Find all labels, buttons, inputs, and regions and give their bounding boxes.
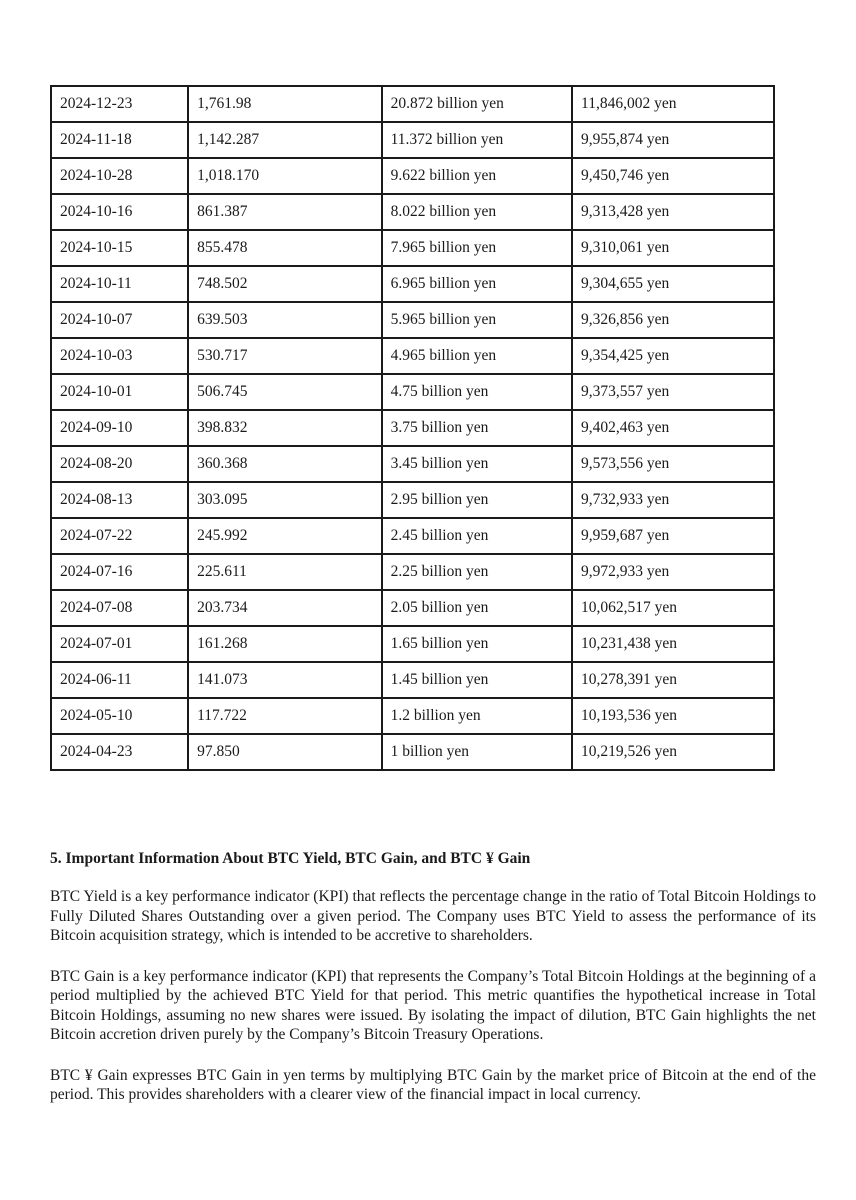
date-cell: 2024-07-16 [51,554,188,590]
btc-holdings-cell: 530.717 [188,338,382,374]
purchase-amount-cell: 6.965 billion yen [382,266,572,302]
purchase-amount-cell: 2.05 billion yen [382,590,572,626]
date-cell: 2024-10-01 [51,374,188,410]
avg-price-cell: 10,231,438 yen [572,626,774,662]
avg-price-cell: 9,310,061 yen [572,230,774,266]
purchase-amount-cell: 1 billion yen [382,734,572,770]
purchase-amount-cell: 3.75 billion yen [382,410,572,446]
date-cell: 2024-07-08 [51,590,188,626]
date-cell: 2024-05-10 [51,698,188,734]
table-row [51,302,774,338]
btc-holdings-cell: 748.502 [188,266,382,302]
date-cell: 2024-10-16 [51,194,188,230]
avg-price-cell: 9,373,557 yen [572,374,774,410]
avg-price-cell: 10,278,391 yen [572,662,774,698]
table-row [51,626,774,662]
date-cell: 2024-06-11 [51,662,188,698]
purchase-amount-cell: 9.622 billion yen [382,158,572,194]
btc-yield-paragraph: BTC Yield is a key performance indicator (KPI) that reflects the percentage change in the ratio of Total Bitcoin Holdings to Fully Diluted Shares Outstanding over a given period. The Company uses BTC Yield to assess the performance of its Bitcoin acquisition strategy, which is intended to be accretive to shareholders. [50,888,816,944]
date-cell: 2024-10-11 [51,266,188,302]
table-row [51,338,774,374]
bitcoin-purchase-table [50,85,775,771]
table-row [51,482,774,518]
purchase-amount-cell: 2.45 billion yen [382,518,572,554]
avg-price-cell: 9,732,933 yen [572,482,774,518]
btc-holdings-cell: 1,761.98 [188,86,382,122]
btc-holdings-cell: 855.478 [188,230,382,266]
btc-holdings-cell: 141.073 [188,662,382,698]
table-row [51,662,774,698]
btc-holdings-cell: 117.722 [188,698,382,734]
avg-price-cell: 9,450,746 yen [572,158,774,194]
table-row [51,230,774,266]
purchase-amount-cell: 7.965 billion yen [382,230,572,266]
table-row [51,698,774,734]
date-cell: 2024-08-20 [51,446,188,482]
date-cell: 2024-09-10 [51,410,188,446]
btc-holdings-cell: 506.745 [188,374,382,410]
btc-yield-info-section [50,848,816,1126]
date-cell: 2024-10-15 [51,230,188,266]
avg-price-cell: 9,972,933 yen [572,554,774,590]
purchase-amount-cell: 2.95 billion yen [382,482,572,518]
avg-price-cell: 9,313,428 yen [572,194,774,230]
avg-price-cell: 9,959,687 yen [572,518,774,554]
avg-price-cell: 10,062,517 yen [572,590,774,626]
btc-yen-gain-paragraph: BTC ¥ Gain expresses BTC Gain in yen terms by multiplying BTC Gain by the market price of Bitcoin at the end of the period. This provides shareholders with a clearer view of the financial impact in local currency. [50,1066,816,1103]
table-row [51,122,774,158]
date-cell: 2024-07-22 [51,518,188,554]
avg-price-cell: 10,193,536 yen [572,698,774,734]
date-cell: 2024-08-13 [51,482,188,518]
date-cell: 2024-10-07 [51,302,188,338]
purchase-amount-cell: 20.872 billion yen [382,86,572,122]
purchase-amount-cell: 2.25 billion yen [382,554,572,590]
table-row [51,374,774,410]
section-heading: 5. Important Information About BTC Yield, BTC Gain, and BTC ¥ Gain [50,850,531,867]
btc-holdings-cell: 225.611 [188,554,382,590]
table-row [51,554,774,590]
table-row [51,266,774,302]
avg-price-cell: 9,402,463 yen [572,410,774,446]
date-cell: 2024-10-03 [51,338,188,374]
table-row [51,86,774,122]
purchase-amount-cell: 1.65 billion yen [382,626,572,662]
avg-price-cell: 9,955,874 yen [572,122,774,158]
date-cell: 2024-07-01 [51,626,188,662]
table-row [51,446,774,482]
avg-price-cell: 11,846,002 yen [572,86,774,122]
table-row [51,158,774,194]
btc-holdings-cell: 203.734 [188,590,382,626]
avg-price-cell: 9,304,655 yen [572,266,774,302]
purchase-amount-cell: 1.45 billion yen [382,662,572,698]
purchase-amount-cell: 1.2 billion yen [382,698,572,734]
table-row [51,518,774,554]
avg-price-cell: 9,326,856 yen [572,302,774,338]
purchase-amount-cell: 3.45 billion yen [382,446,572,482]
avg-price-cell: 9,573,556 yen [572,446,774,482]
btc-holdings-cell: 245.992 [188,518,382,554]
date-cell: 2024-04-23 [51,734,188,770]
table-row [51,734,774,770]
btc-holdings-cell: 398.832 [188,410,382,446]
btc-holdings-cell: 161.268 [188,626,382,662]
avg-price-cell: 10,219,526 yen [572,734,774,770]
btc-holdings-cell: 303.095 [188,482,382,518]
purchase-amount-cell: 5.965 billion yen [382,302,572,338]
btc-holdings-cell: 360.368 [188,446,382,482]
btc-holdings-cell: 861.387 [188,194,382,230]
purchase-amount-cell: 4.75 billion yen [382,374,572,410]
btc-holdings-cell: 639.503 [188,302,382,338]
date-cell: 2024-12-23 [51,86,188,122]
avg-price-cell: 9,354,425 yen [572,338,774,374]
purchase-amount-cell: 11.372 billion yen [382,122,572,158]
date-cell: 2024-11-18 [51,122,188,158]
table-body [51,86,774,770]
table-row [51,410,774,446]
purchase-amount-cell: 8.022 billion yen [382,194,572,230]
btc-holdings-cell: 1,142.287 [188,122,382,158]
date-cell: 2024-10-28 [51,158,188,194]
btc-gain-paragraph: BTC Gain is a key performance indicator (KPI) that represents the Company’s Total Bitcoin Holdings at the beginning of a period multiplied by the achieved BTC Yield for that period. This metric quantifies the hypothetical increase in Total Bitcoin Holdings, assuming no new shares were issued. By isolating the impact of dilution, BTC Gain highlights the net Bitcoin accretion driven purely by the Company’s Bitcoin Treasury Operations. [50,967,816,1043]
table-row [51,194,774,230]
purchase-amount-cell: 4.965 billion yen [382,338,572,374]
btc-holdings-cell: 97.850 [188,734,382,770]
table-row [51,590,774,626]
btc-holdings-cell: 1,018.170 [188,158,382,194]
